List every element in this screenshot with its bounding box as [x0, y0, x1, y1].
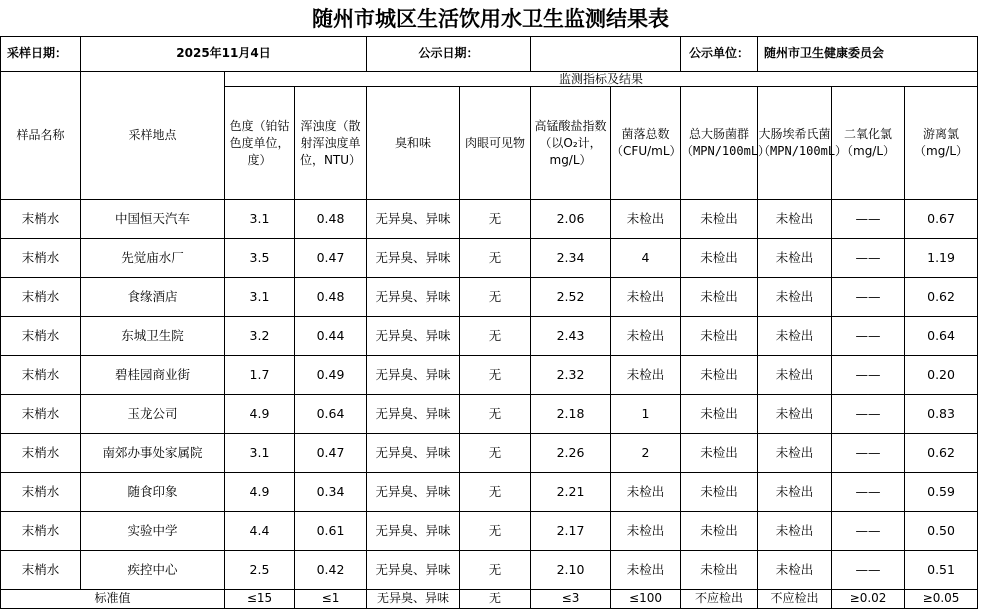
table-row	[1, 434, 978, 473]
chlorine-dioxide-cell: ——	[832, 356, 905, 395]
turbidity-cell: 0.47	[295, 239, 367, 278]
standard-chroma-cell: ≤15	[225, 590, 295, 609]
standard-free-chlorine-cell: ≥0.05	[905, 590, 978, 609]
total-coliform-cell: 未检出	[681, 239, 758, 278]
chroma-cell: 3.1	[225, 200, 295, 239]
turbidity-cell: 0.44	[295, 317, 367, 356]
odor-cell: 无异臭、异味	[367, 200, 460, 239]
standard-odor-cell: 无异臭、异味	[367, 590, 460, 609]
odor-cell: 无异臭、异味	[367, 317, 460, 356]
publish-unit-value: 随州市卫生健康委员会	[758, 37, 978, 72]
table-row	[1, 473, 978, 512]
odor-cell: 无异臭、异味	[367, 356, 460, 395]
free-chlorine-cell: 0.64	[905, 317, 978, 356]
sample-name-cell: 末梢水	[1, 356, 81, 395]
standard-turbidity-cell: ≤1	[295, 590, 367, 609]
permanganate-cell: 2.10	[531, 551, 611, 590]
visible-matter-cell: 无	[460, 239, 531, 278]
location-cell: 碧桂园商业街	[81, 356, 225, 395]
location-cell: 实验中学	[81, 512, 225, 551]
permanganate-cell: 2.34	[531, 239, 611, 278]
chlorine-dioxide-cell: ——	[832, 473, 905, 512]
publish-date-label: 公示日期：	[367, 37, 531, 72]
location-cell: 疾控中心	[81, 551, 225, 590]
colony-count-cell: 未检出	[611, 551, 681, 590]
free-chlorine-cell: 0.20	[905, 356, 978, 395]
sample-name-cell: 末梢水	[1, 473, 81, 512]
table-row	[1, 512, 978, 551]
turbidity-cell: 0.47	[295, 434, 367, 473]
total-coliform-cell: 未检出	[681, 200, 758, 239]
visible-matter-cell: 无	[460, 512, 531, 551]
ecoli-cell: 未检出	[758, 239, 832, 278]
visible-matter-cell: 无	[460, 473, 531, 512]
table-row	[1, 317, 978, 356]
table-row	[1, 551, 978, 590]
odor-cell: 无异臭、异味	[367, 473, 460, 512]
chlorine-dioxide-cell: ——	[832, 278, 905, 317]
sample-date-value: 2025年11月4日	[81, 37, 367, 72]
ecoli-cell: 未检出	[758, 317, 832, 356]
location-cell: 食缘酒店	[81, 278, 225, 317]
chlorine-dioxide-cell: ——	[832, 512, 905, 551]
chroma-cell: 1.7	[225, 356, 295, 395]
sample-name-cell: 末梢水	[1, 317, 81, 356]
standard-permanganate-cell: ≤3	[531, 590, 611, 609]
header-total-coliform: 总大肠菌群（MPN/100mL）	[681, 87, 758, 200]
standard-colony-count-cell: ≤100	[611, 590, 681, 609]
ecoli-cell: 未检出	[758, 356, 832, 395]
sample-name-cell: 末梢水	[1, 512, 81, 551]
visible-matter-cell: 无	[460, 551, 531, 590]
sample-name-cell: 末梢水	[1, 200, 81, 239]
permanganate-cell: 2.21	[531, 473, 611, 512]
header-sample-name: 样品名称	[1, 72, 81, 200]
standard-chlorine-dioxide-cell: ≥0.02	[832, 590, 905, 609]
permanganate-cell: 2.32	[531, 356, 611, 395]
colony-count-cell: 4	[611, 239, 681, 278]
header-permanganate: 高锰酸盐指数（以O₂计，mg/L）	[531, 87, 611, 200]
chroma-cell: 2.5	[225, 551, 295, 590]
colony-count-cell: 2	[611, 434, 681, 473]
sample-name-cell: 末梢水	[1, 434, 81, 473]
turbidity-cell: 0.48	[295, 278, 367, 317]
visible-matter-cell: 无	[460, 200, 531, 239]
info-row	[1, 37, 978, 72]
total-coliform-cell: 未检出	[681, 395, 758, 434]
odor-cell: 无异臭、异味	[367, 512, 460, 551]
ecoli-cell: 未检出	[758, 278, 832, 317]
turbidity-cell: 0.49	[295, 356, 367, 395]
chroma-cell: 3.1	[225, 434, 295, 473]
chroma-cell: 4.9	[225, 395, 295, 434]
chlorine-dioxide-cell: ——	[832, 317, 905, 356]
permanganate-cell: 2.43	[531, 317, 611, 356]
colony-count-cell: 未检出	[611, 356, 681, 395]
permanganate-cell: 2.17	[531, 512, 611, 551]
standard-ecoli-cell: 不应检出	[758, 590, 832, 609]
visible-matter-cell: 无	[460, 356, 531, 395]
location-cell: 先觉庙水厂	[81, 239, 225, 278]
table-row	[1, 278, 978, 317]
location-cell: 玉龙公司	[81, 395, 225, 434]
header-chlorine-dioxide: 二氧化氯（mg/L）	[832, 87, 905, 200]
chlorine-dioxide-cell: ——	[832, 434, 905, 473]
visible-matter-cell: 无	[460, 434, 531, 473]
table-row	[1, 395, 978, 434]
table-row	[1, 239, 978, 278]
location-cell: 南郊办事处家属院	[81, 434, 225, 473]
free-chlorine-cell: 0.59	[905, 473, 978, 512]
table-row	[1, 200, 978, 239]
chlorine-dioxide-cell: ——	[832, 200, 905, 239]
standard-label: 标准值	[1, 590, 225, 609]
odor-cell: 无异臭、异味	[367, 395, 460, 434]
colony-count-cell: 未检出	[611, 200, 681, 239]
total-coliform-cell: 未检出	[681, 434, 758, 473]
header-group-row	[1, 72, 978, 87]
ecoli-cell: 未检出	[758, 512, 832, 551]
header-indicator-group: 监测指标及结果	[225, 72, 978, 87]
total-coliform-cell: 未检出	[681, 551, 758, 590]
permanganate-cell: 2.06	[531, 200, 611, 239]
turbidity-cell: 0.48	[295, 200, 367, 239]
sample-name-cell: 末梢水	[1, 239, 81, 278]
location-cell: 随食印象	[81, 473, 225, 512]
colony-count-cell: 未检出	[611, 473, 681, 512]
turbidity-cell: 0.42	[295, 551, 367, 590]
location-cell: 东城卫生院	[81, 317, 225, 356]
colony-count-cell: 1	[611, 395, 681, 434]
results-table	[0, 36, 978, 609]
standard-row	[1, 590, 978, 609]
page-title: 随州市城区生活饮用水卫生监测结果表	[312, 6, 669, 31]
visible-matter-cell: 无	[460, 317, 531, 356]
permanganate-cell: 2.52	[531, 278, 611, 317]
header-visible-matter: 肉眼可见物	[460, 87, 531, 200]
chroma-cell: 4.9	[225, 473, 295, 512]
sample-name-cell: 末梢水	[1, 395, 81, 434]
standard-visible-matter-cell: 无	[460, 590, 531, 609]
ecoli-cell: 未检出	[758, 200, 832, 239]
turbidity-cell: 0.64	[295, 395, 367, 434]
standard-total-coliform-cell: 不应检出	[681, 590, 758, 609]
chlorine-dioxide-cell: ——	[832, 395, 905, 434]
odor-cell: 无异臭、异味	[367, 551, 460, 590]
turbidity-cell: 0.61	[295, 512, 367, 551]
header-free-chlorine: 游离氯（mg/L）	[905, 87, 978, 200]
chroma-cell: 3.1	[225, 278, 295, 317]
sample-date-label: 采样日期：	[1, 37, 81, 72]
header-location: 采样地点	[81, 72, 225, 200]
chlorine-dioxide-cell: ——	[832, 239, 905, 278]
header-odor: 臭和味	[367, 87, 460, 200]
sample-name-cell: 末梢水	[1, 551, 81, 590]
location-cell: 中国恒天汽车	[81, 200, 225, 239]
chroma-cell: 3.2	[225, 317, 295, 356]
odor-cell: 无异臭、异味	[367, 278, 460, 317]
header-chroma: 色度（铂钴色度单位，度）	[225, 87, 295, 200]
total-coliform-cell: 未检出	[681, 317, 758, 356]
turbidity-cell: 0.34	[295, 473, 367, 512]
permanganate-cell: 2.26	[531, 434, 611, 473]
permanganate-cell: 2.18	[531, 395, 611, 434]
ecoli-cell: 未检出	[758, 551, 832, 590]
chroma-cell: 4.4	[225, 512, 295, 551]
chroma-cell: 3.5	[225, 239, 295, 278]
colony-count-cell: 未检出	[611, 278, 681, 317]
sample-name-cell: 末梢水	[1, 278, 81, 317]
ecoli-cell: 未检出	[758, 395, 832, 434]
free-chlorine-cell: 0.83	[905, 395, 978, 434]
ecoli-cell: 未检出	[758, 473, 832, 512]
publish-date-value	[531, 37, 681, 72]
total-coliform-cell: 未检出	[681, 278, 758, 317]
publish-unit-label: 公示单位：	[681, 37, 758, 72]
ecoli-cell: 未检出	[758, 434, 832, 473]
chlorine-dioxide-cell: ——	[832, 551, 905, 590]
free-chlorine-cell: 0.62	[905, 434, 978, 473]
header-colony-count: 菌落总数（CFU/mL）	[611, 87, 681, 200]
total-coliform-cell: 未检出	[681, 356, 758, 395]
free-chlorine-cell: 1.19	[905, 239, 978, 278]
table-row	[1, 356, 978, 395]
free-chlorine-cell: 0.67	[905, 200, 978, 239]
visible-matter-cell: 无	[460, 395, 531, 434]
odor-cell: 无异臭、异味	[367, 434, 460, 473]
colony-count-cell: 未检出	[611, 512, 681, 551]
header-ecoli: 大肠埃希氏菌（MPN/100mL）	[758, 87, 832, 200]
header-turbidity: 浑浊度（散射浑浊度单位，NTU）	[295, 87, 367, 200]
free-chlorine-cell: 0.62	[905, 278, 978, 317]
colony-count-cell: 未检出	[611, 317, 681, 356]
odor-cell: 无异臭、异味	[367, 239, 460, 278]
free-chlorine-cell: 0.50	[905, 512, 978, 551]
visible-matter-cell: 无	[460, 278, 531, 317]
free-chlorine-cell: 0.51	[905, 551, 978, 590]
total-coliform-cell: 未检出	[681, 473, 758, 512]
total-coliform-cell: 未检出	[681, 512, 758, 551]
